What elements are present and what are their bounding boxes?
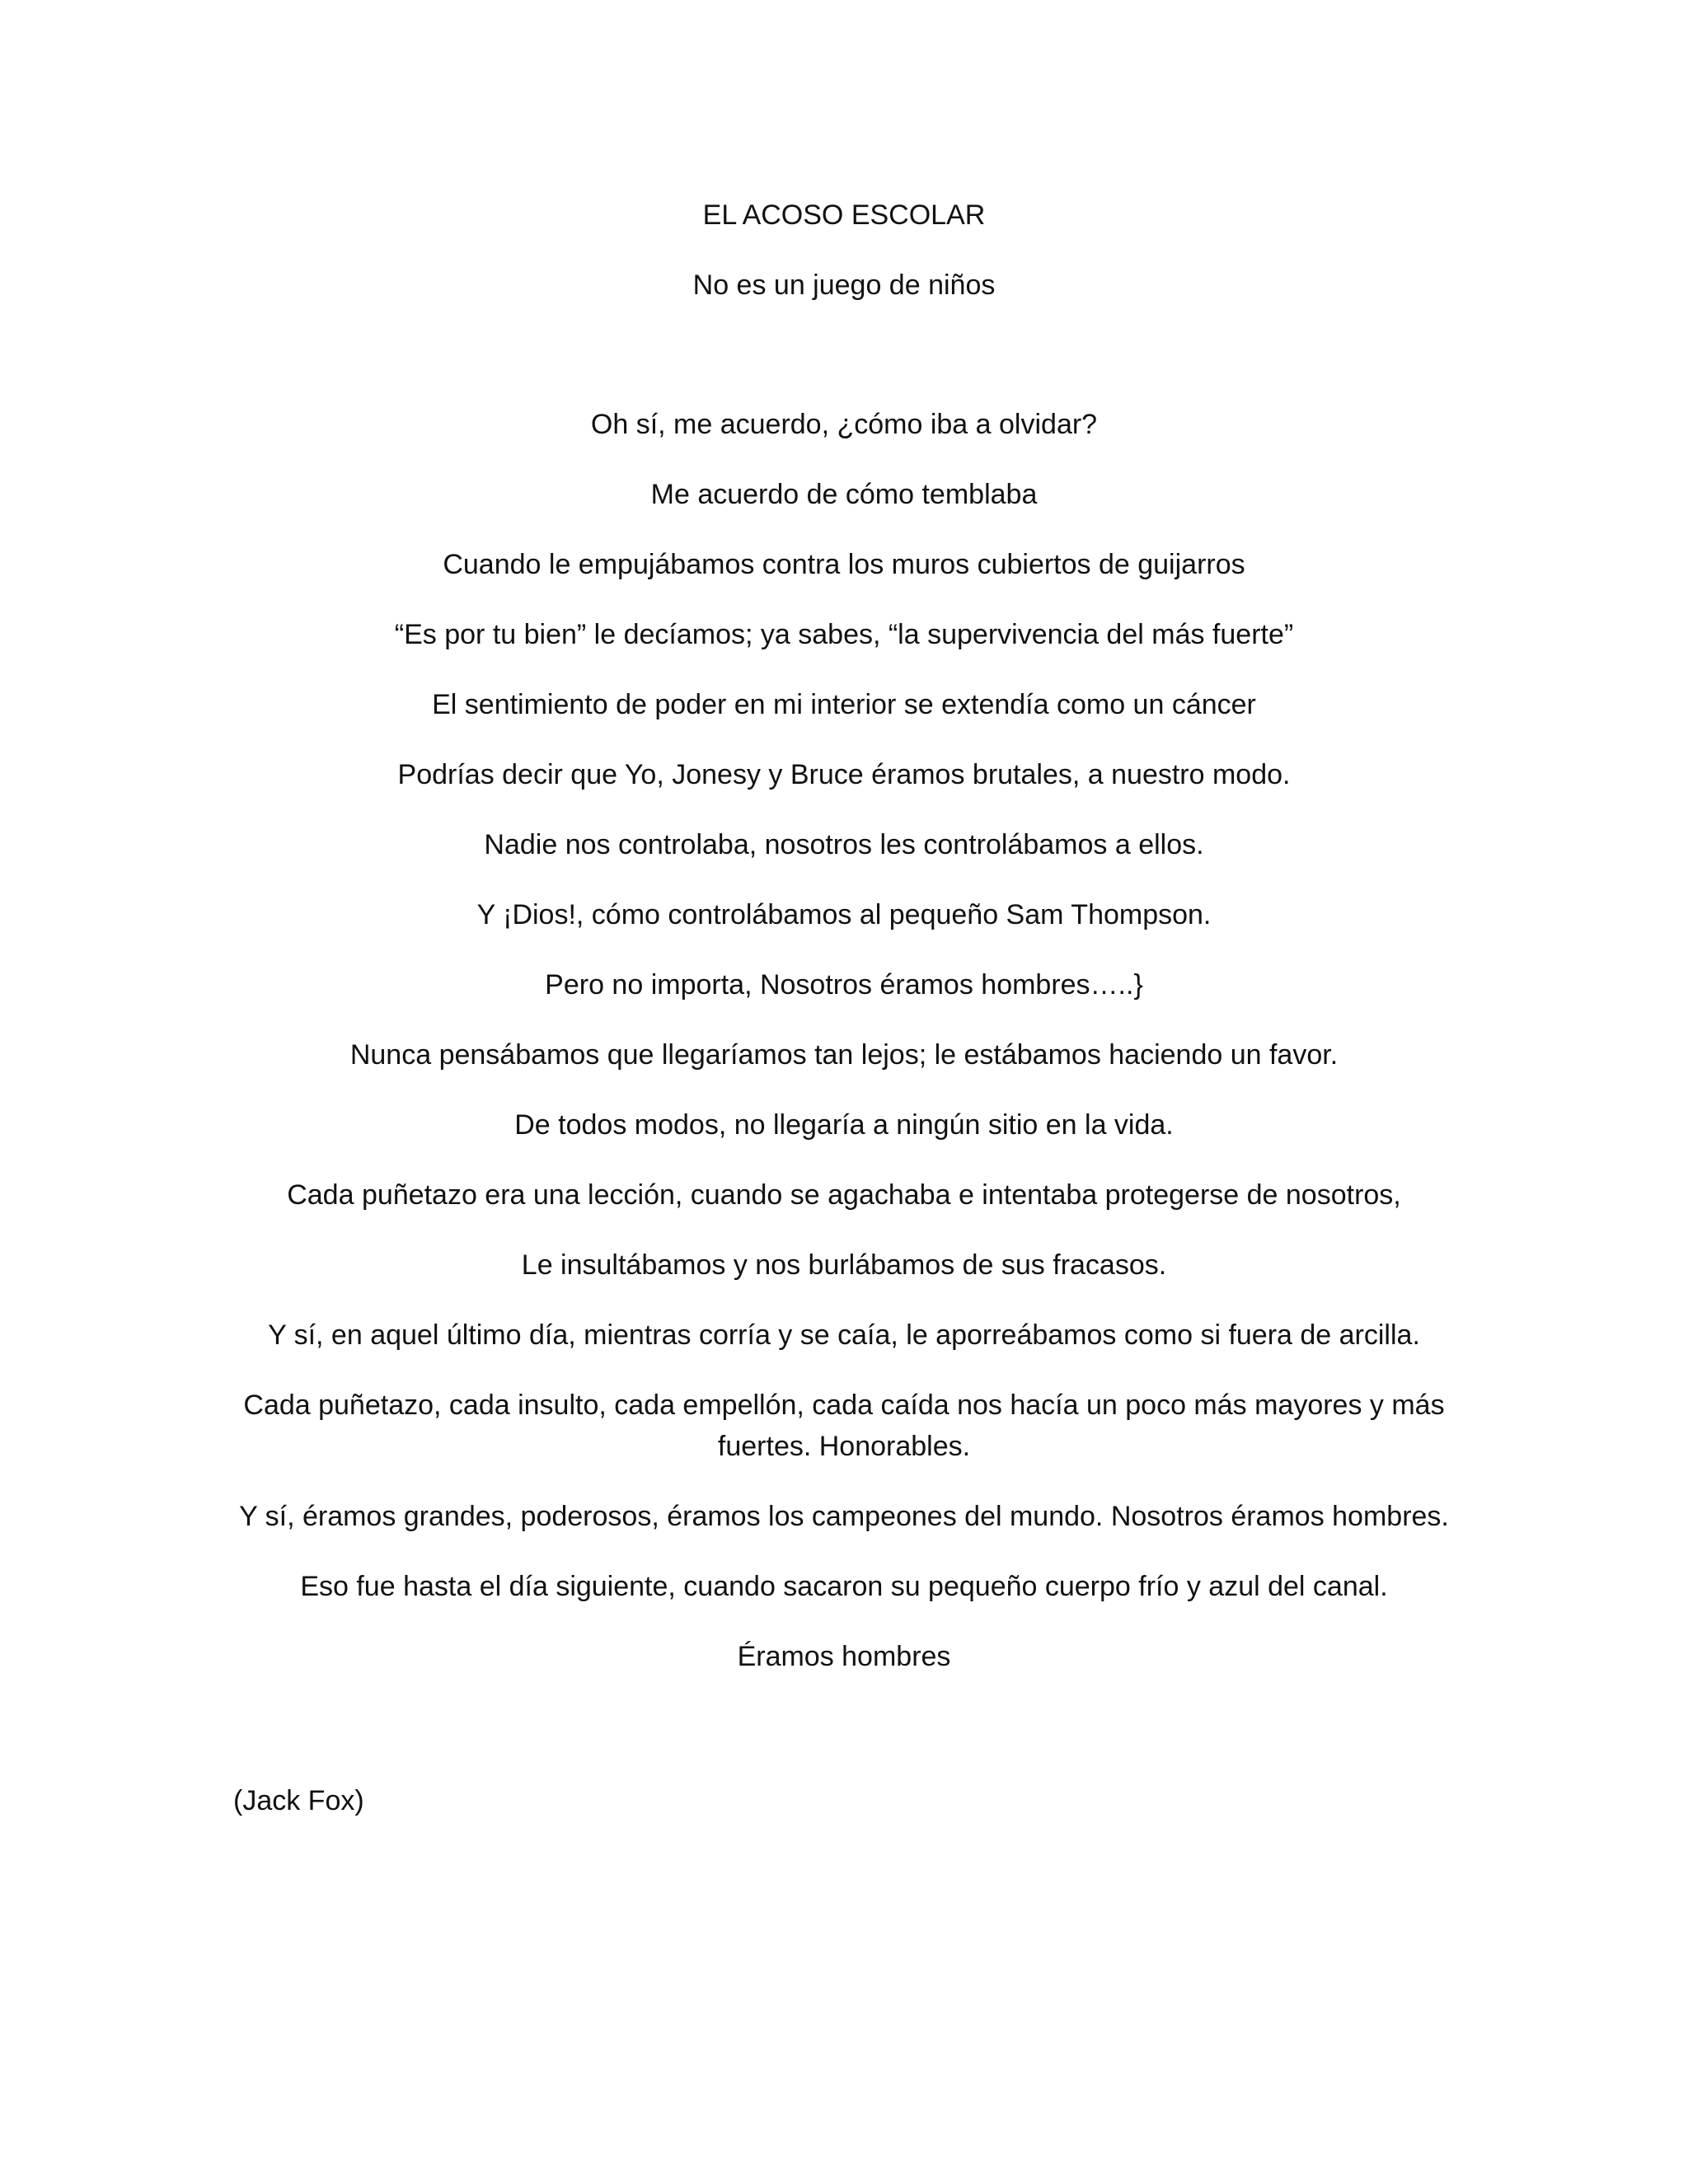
poem-line: Cada puñetazo, cada insulto, cada empellón, cada caída nos hacía un poco más mayores y más fuertes. Honorables.	[243, 1390, 1445, 1462]
poem-line: Cuando le empujábamos contra los muros cubiertos de guijarros	[443, 549, 1245, 580]
page-title: EL ACOSO ESCOLAR	[702, 199, 986, 231]
poem-line: Oh sí, me acuerdo, ¿cómo iba a olvidar?	[590, 409, 1098, 440]
page-subtitle: No es un juego de niños	[692, 269, 996, 301]
poem-line: Y ¡Dios!, cómo controlábamos al pequeño Sam Thompson.	[476, 899, 1212, 930]
poem-line: De todos modos, no llegaría a ningún sitio en la vida.	[514, 1109, 1174, 1141]
poem-line: Éramos hombres	[737, 1641, 951, 1672]
poem-line: Me acuerdo de cómo temblaba	[650, 479, 1038, 510]
poem-line: El sentimiento de poder en mi interior se extendía como un cáncer	[432, 689, 1256, 720]
poem-line: Le insultábamos y nos burlábamos de sus fracasos.	[521, 1249, 1167, 1281]
poem-line: Podrías decir que Yo, Jonesy y Bruce éramos brutales, a nuestro modo.	[397, 759, 1291, 790]
poem-line: Cada puñetazo era una lección, cuando se agachaba e intentaba protegerse de nosotros,	[287, 1179, 1401, 1211]
poem-line: Y sí, en aquel último día, mientras corría y se caía, le aporreábamos como si fuera de arcilla.	[268, 1319, 1420, 1351]
poem-line: “Es por tu bien” le decíamos; ya sabes, “la supervivencia del más fuerte”	[394, 619, 1294, 650]
poem-line: Pero no importa, Nosotros éramos hombres…..}	[545, 969, 1143, 1001]
poem-body	[235, 404, 1453, 1706]
poem-line: Eso fue hasta el día siguiente, cuando sacaron su pequeño cuerpo frío y azul del canal.	[300, 1571, 1388, 1602]
poem-line: Nunca pensábamos que llegaríamos tan lejos; le estábamos haciendo un favor.	[349, 1039, 1339, 1071]
poem-line: Nadie nos controlaba, nosotros les controlábamos a ellos.	[484, 829, 1204, 860]
poem-line: Y sí, éramos grandes, poderosos, éramos los campeones del mundo. Nosotros éramos hombres.	[239, 1501, 1449, 1532]
author-credit: (Jack Fox)	[233, 1785, 364, 1816]
